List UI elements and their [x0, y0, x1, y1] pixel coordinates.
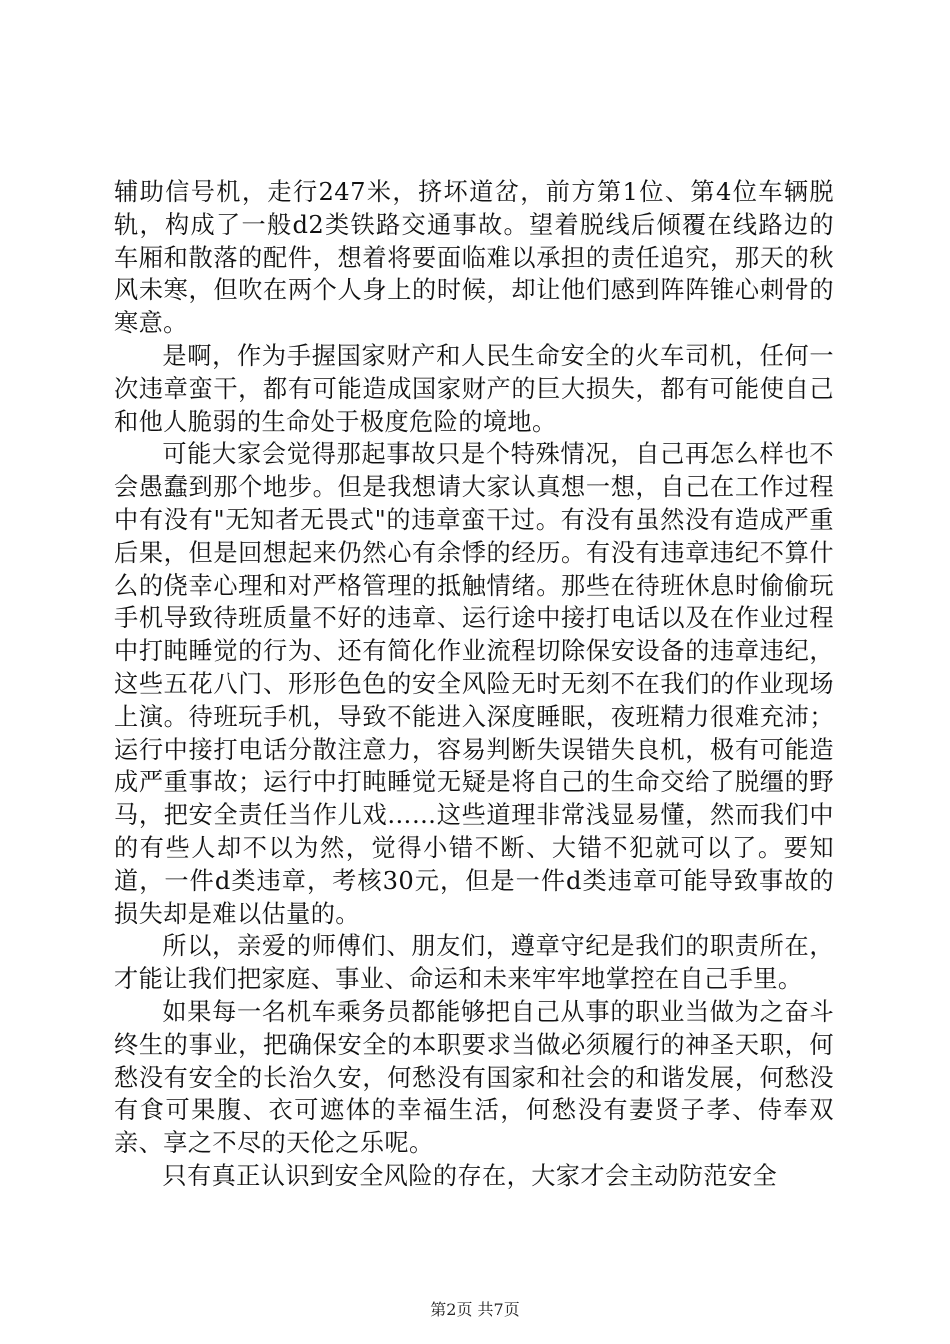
- paragraph-continuation: 辅助信号机，走行247米，挤坏道岔，前方第1位、第4位车辆脱轨，构成了一般d2类铁路交通事故。望着脱线后倾覆在线路边的车厢和散落的配件，想着将要面临难以承担的责任追究，那天的秋风未寒，但吹在两个人身上的时候，却让他们感到阵阵锥心刺骨的寒意。: [114, 178, 834, 338]
- page-footer: 第2页 共7页: [430, 1300, 520, 1319]
- paragraph: 可能大家会觉得那起事故只是个特殊情况，自己再怎么样也不会愚蠢到那个地步。但是我想请大家认真想一想，自己在工作过程中有没有"无知者无畏式"的违章蛮干过。有没有虽然没有造成严重后果，但是回想起来仍然心有余悸的经历。有没有违章违纪不算什么的侥幸心理和对严格管理的抵触情绪。那些在待班休息时偷偷玩手机导致待班质量不好的违章、运行途中接打电话以及在作业过程中打盹睡觉的行为、还有简化作业流程切除保安设备的违章违纪，这些五花八门、形形色色的安全风险无时无刻不在我们的作业现场上演。待班玩手机，导致不能进入深度睡眠，夜班精力很难充沛；运行中接打电话分散注意力，容易判断失误错失良机，极有可能造成严重事故；运行中打盹睡觉无疑是将自己的生命交给了脱缰的野马，把安全责任当作儿戏……这些道理非常浅显易懂，然而我们中的有些人却不以为然，觉得小错不断、大错不犯就可以了。要知道，一件d类违章，考核30元，但是一件d类违章可能导致事故的损失却是难以估量的。: [114, 440, 834, 928]
- paragraph: 是啊，作为手握国家财产和人民生命安全的火车司机，任何一次违章蛮干，都有可能造成国家财产的巨大损失，都有可能使自己和他人脆弱的生命处于极度危险的境地。: [114, 341, 834, 436]
- paragraph: 如果每一名机车乘务员都能够把自己从事的职业当做为之奋斗终生的事业，把确保安全的本职要求当做必须履行的神圣天职，何愁没有安全的长治久安，何愁没有国家和社会的和谐发展，何愁没有食可果腹、衣可遮体的幸福生活，何愁没有妻贤子孝、侍奉双亲、享之不尽的天伦之乐呢。: [114, 997, 834, 1158]
- body-text: [114, 176, 834, 1193]
- paragraph: 只有真正认识到安全风险的存在，大家才会主动防范安全: [162, 1161, 778, 1190]
- paragraph: 所以，亲爱的师傅们、朋友们，遵章守纪是我们的职责所在，才能让我们把家庭、事业、命运和未来牢牢地掌控在自己手里。: [114, 932, 834, 994]
